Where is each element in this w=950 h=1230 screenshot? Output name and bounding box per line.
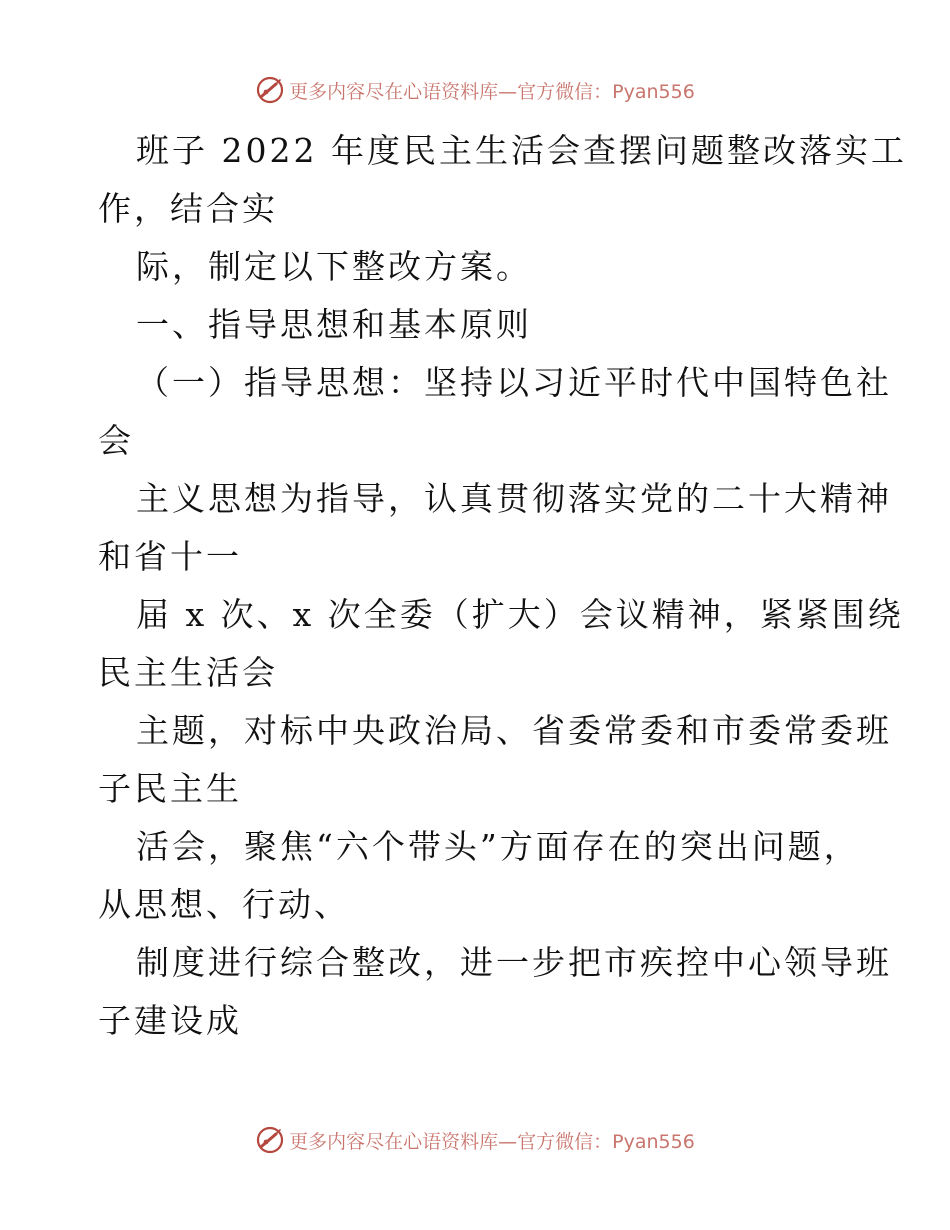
footer-banner-text: 更多内容尽在心语资料库—官方微信：Pyan556 — [289, 1130, 695, 1153]
body-line: 从思想、行动、 — [98, 885, 350, 924]
quill-pen-logo-icon — [255, 1125, 285, 1155]
quill-pen-logo-icon — [255, 75, 285, 105]
body-line: 子建设成 — [98, 1001, 242, 1040]
body-line: 际，制定以下整改方案。 — [136, 247, 532, 286]
footer-banner — [0, 1120, 950, 1160]
body-line: 子民主生 — [98, 769, 242, 808]
body-line: 班子 2022 年度民主生活会查摆问题整改落实工 — [136, 131, 907, 170]
body-line: 主题，对标中央政治局、省委常委和市委常委班 — [136, 711, 892, 750]
body-line: 活会，聚焦“六个带头”方面存在的突出问题， — [136, 827, 860, 866]
body-line: 民主生活会 — [98, 653, 278, 692]
header-banner — [0, 70, 950, 110]
section-heading: 一、指导思想和基本原则 — [136, 305, 532, 344]
body-line: 会 — [98, 421, 134, 460]
body-line: 作，结合实 — [98, 189, 278, 228]
body-line: 主义思想为指导，认真贯彻落实党的二十大精神 — [136, 479, 892, 518]
body-line: 制度进行综合整改，进一步把市疾控中心领导班 — [136, 943, 892, 982]
body-line: 和省十一 — [98, 537, 242, 576]
document-body — [98, 122, 907, 1050]
header-banner-text: 更多内容尽在心语资料库—官方微信：Pyan556 — [289, 80, 695, 103]
body-line: 届 x 次、x 次全委（扩大）会议精神，紧紧围绕 — [136, 595, 904, 634]
subsection-heading: （一）指导思想：坚持以习近平时代中国特色社 — [136, 363, 892, 402]
